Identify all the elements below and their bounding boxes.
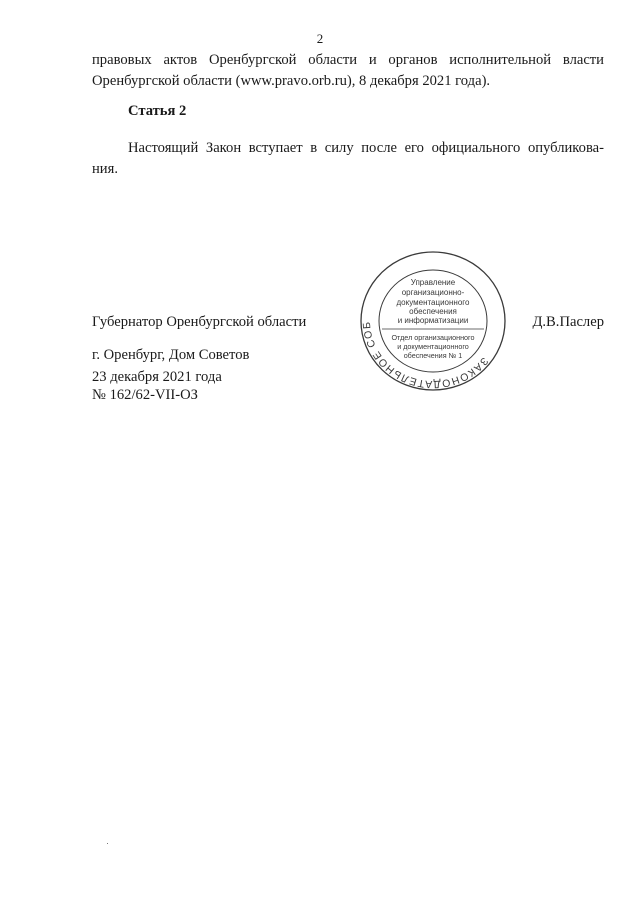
seal-line-2: организационно- <box>401 288 465 297</box>
seal-line-4: обеспечения <box>409 307 457 316</box>
signatory-name: Д.В.Паслер <box>532 314 604 330</box>
seal-line-5: и информатизации <box>397 316 469 325</box>
seal-graphic <box>353 241 508 392</box>
paragraph-2-line-1: Настоящий Закон вступает в силу после его официального опубликова- <box>128 140 604 156</box>
seal-bottom-line-2: и документационного <box>397 342 469 351</box>
page-number: 2 <box>316 31 324 46</box>
article-2-text <box>92 138 604 180</box>
paragraph-1-line-2: Оренбургской области (www.pravo.orb.ru), 8 декабря 2021 года). <box>92 73 491 89</box>
signing-date: 23 декабря 2021 года <box>92 369 222 385</box>
seal-line-3: документационного <box>396 298 470 307</box>
paragraph-continuation <box>92 50 604 92</box>
law-number: № 162/62-VII-ОЗ <box>92 387 198 403</box>
scan-speck <box>107 843 108 844</box>
seal-outer-text: ЗАКОНОДАТЕЛЬНОЕ СОБРАНИЕ ОРЕНБУРГСКОЙ ОБЛАСТИ <box>353 241 491 391</box>
seal-bottom-line-1: Отдел организационного <box>391 333 475 342</box>
seal-line-1: Управление <box>410 278 456 287</box>
signatory-title: Губернатор Оренбургской области <box>92 314 307 330</box>
paragraph-1-line-1: правовых актов Оренбургской области и органов исполнительной власти <box>92 52 604 68</box>
official-seal <box>353 241 508 392</box>
place-of-signing: г. Оренбург, Дом Советов <box>92 347 250 363</box>
seal-bottom-line-3: обеспечения № 1 <box>403 351 463 360</box>
article-heading: Статья 2 <box>128 103 187 119</box>
paragraph-2-line-2: ния. <box>92 161 118 177</box>
